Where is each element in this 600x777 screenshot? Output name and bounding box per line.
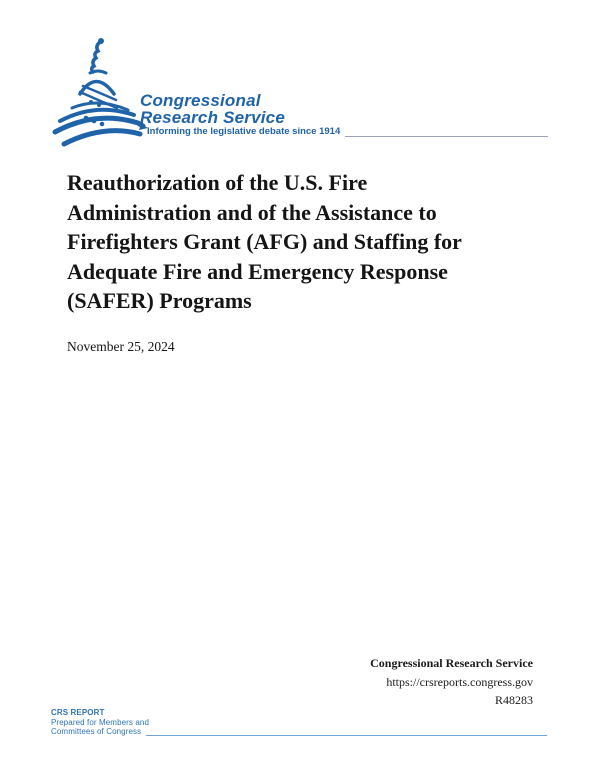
footer-crs-block	[51, 708, 547, 737]
crs-report-label: CRS REPORT	[51, 708, 105, 717]
footer-org-name: Congressional Research Service	[370, 656, 533, 670]
logo-org-name-line2: Research Service	[140, 108, 285, 127]
report-date: November 25, 2024	[67, 339, 175, 354]
logo-org-name	[140, 92, 285, 126]
report-title-line: (SAFER) Programs	[67, 288, 252, 313]
report-title-line: Firefighters Grant (AFG) and Staffing for	[67, 229, 462, 254]
header-rule	[345, 136, 548, 137]
logo-tagline-row	[147, 126, 548, 138]
capitol-dome-icon	[50, 36, 148, 150]
logo-org-name-line1: Congressional	[140, 91, 261, 110]
footer-audience-line2: Committees of Congress	[51, 727, 142, 736]
report-title-line: Adequate Fire and Emergency Response	[67, 258, 448, 284]
footer-report-number: R48283	[494, 693, 533, 707]
report-title-line: Reauthorization of the U.S. Fire	[67, 170, 368, 195]
footer-url-link[interactable]: https://crsreports.congress.gov	[386, 674, 533, 689]
footer-publication-block	[370, 654, 533, 710]
report-title-line: Administration and of the Assistance to	[67, 199, 437, 225]
report-title	[67, 168, 567, 316]
footer-rule	[146, 735, 547, 736]
logo-tagline: Informing the legislative debate since 1914	[147, 126, 341, 137]
footer-audience-line1: Prepared for Members and	[51, 717, 150, 727]
